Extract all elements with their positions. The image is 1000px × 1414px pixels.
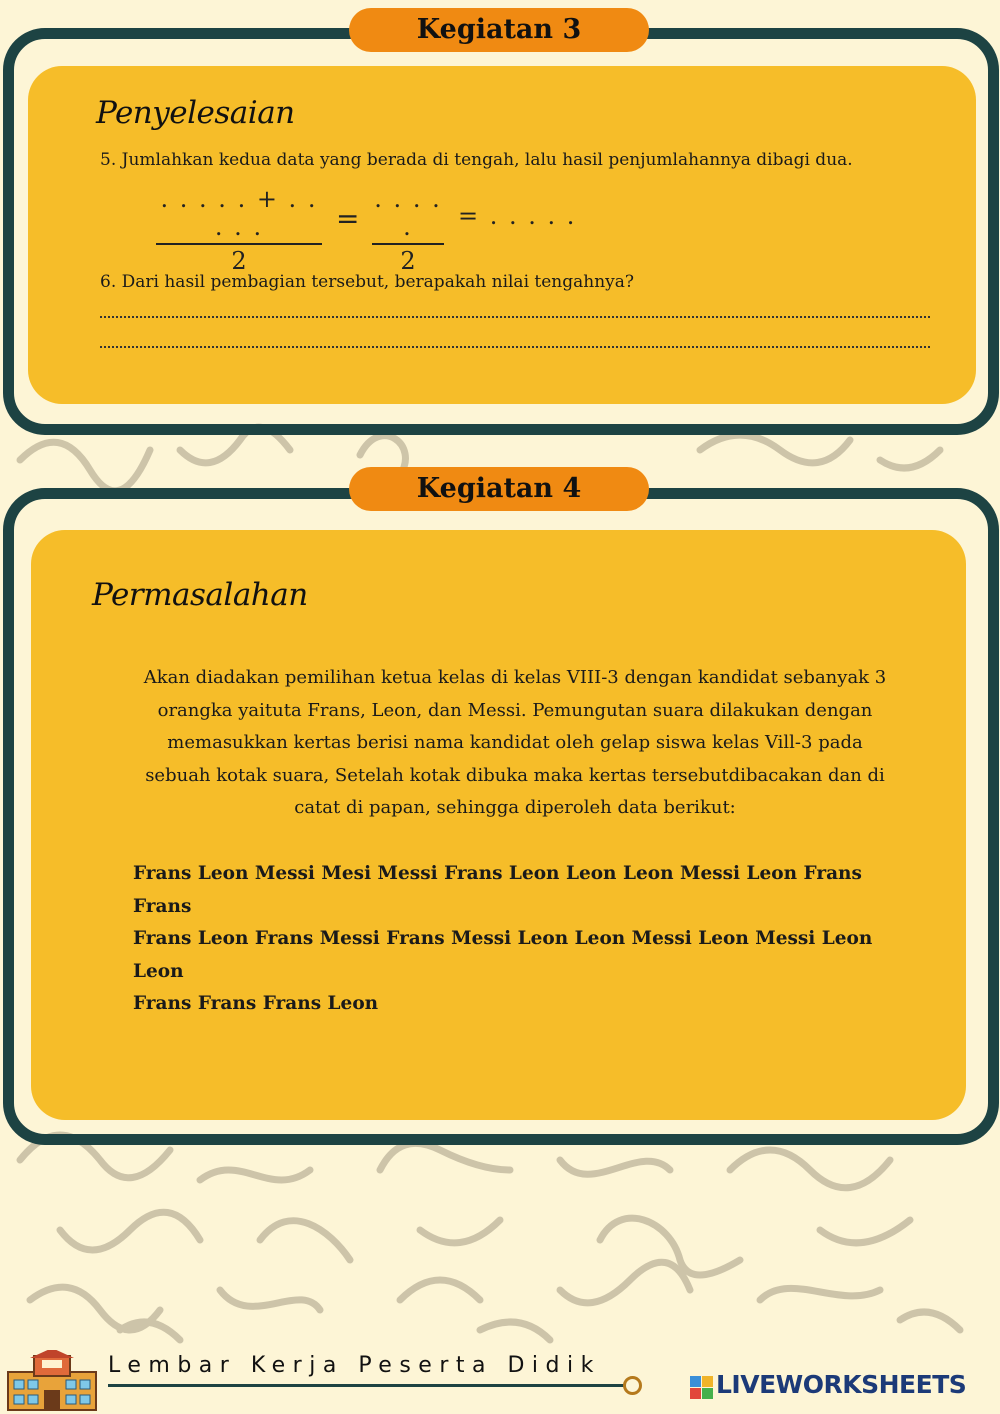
fraction-1 <box>156 185 322 275</box>
liveworksheets-logo-icon <box>690 1376 714 1400</box>
equals-sign-1: = <box>336 202 360 235</box>
footer-title: Lembar Kerja Peserta Didik <box>108 1353 601 1378</box>
kegiatan4-panel <box>31 530 966 1120</box>
result-blank: = . . . . . <box>458 202 577 230</box>
question-5: 5. Jumlahkan kedua data yang berada di tengah, lalu hasil penjumlahannya dibagi dua. <box>100 150 853 170</box>
problem-line-4: sebuah kotak suara, Setelah kotak dibuka maka kertas tersebutdibacakan dan di <box>145 764 885 786</box>
kegiatan3-title: Kegiatan 3 <box>349 8 649 52</box>
answer-line-2[interactable] <box>100 346 930 348</box>
problem-line-5: catat di papan, sehingga diperoleh data berikut: <box>294 797 736 818</box>
footer-dot <box>623 1376 642 1395</box>
school-building-icon <box>4 1350 100 1412</box>
vote-data-line-3: Frans Frans Frans Leon <box>133 993 379 1014</box>
problem-text <box>130 662 900 825</box>
problem-line-1: Akan diadakan pemilihan ketua kelas di kelas VIII-3 dengan kandidat sebanyak 3 <box>143 667 887 688</box>
problem-line-2: orangka yaituta Frans, Leon, dan Messi. Pemungutan suara dilakukan dengan <box>157 699 873 721</box>
question-6: 6. Dari hasil pembagian tersebut, berapakah nilai tengahnya? <box>100 272 635 292</box>
fraction-1-numerator: . . . . . + . . . . . <box>156 185 322 245</box>
fraction-2-denominator: 2 <box>400 247 416 275</box>
permasalahan-heading: Permasalahan <box>92 577 308 613</box>
problem-line-3: memasukkan kertas berisi nama kandidat oleh gelap siswa kelas Vill-3 pada <box>167 732 863 753</box>
vote-data-line-2: Frans Leon Frans Messi Frans Messi Leon Leon Messi Leon Messi Leon Leon <box>133 928 873 982</box>
fraction-2 <box>372 185 444 275</box>
liveworksheets-brand[interactable]: LIVEWORKSHEETS <box>716 1370 967 1399</box>
kegiatan4-title: Kegiatan 4 <box>349 467 649 511</box>
answer-line-1[interactable] <box>100 316 930 318</box>
vote-data-line-1: Frans Leon Messi Mesi Messi Frans Leon Leon Leon Messi Leon Frans Frans <box>133 863 862 917</box>
penyelesaian-heading: Penyelesaian <box>96 95 295 131</box>
fraction-1-denominator: 2 <box>231 247 247 275</box>
footer-line <box>108 1384 628 1387</box>
vote-data <box>133 858 893 1021</box>
fraction-2-numerator: . . . . . <box>372 185 444 245</box>
